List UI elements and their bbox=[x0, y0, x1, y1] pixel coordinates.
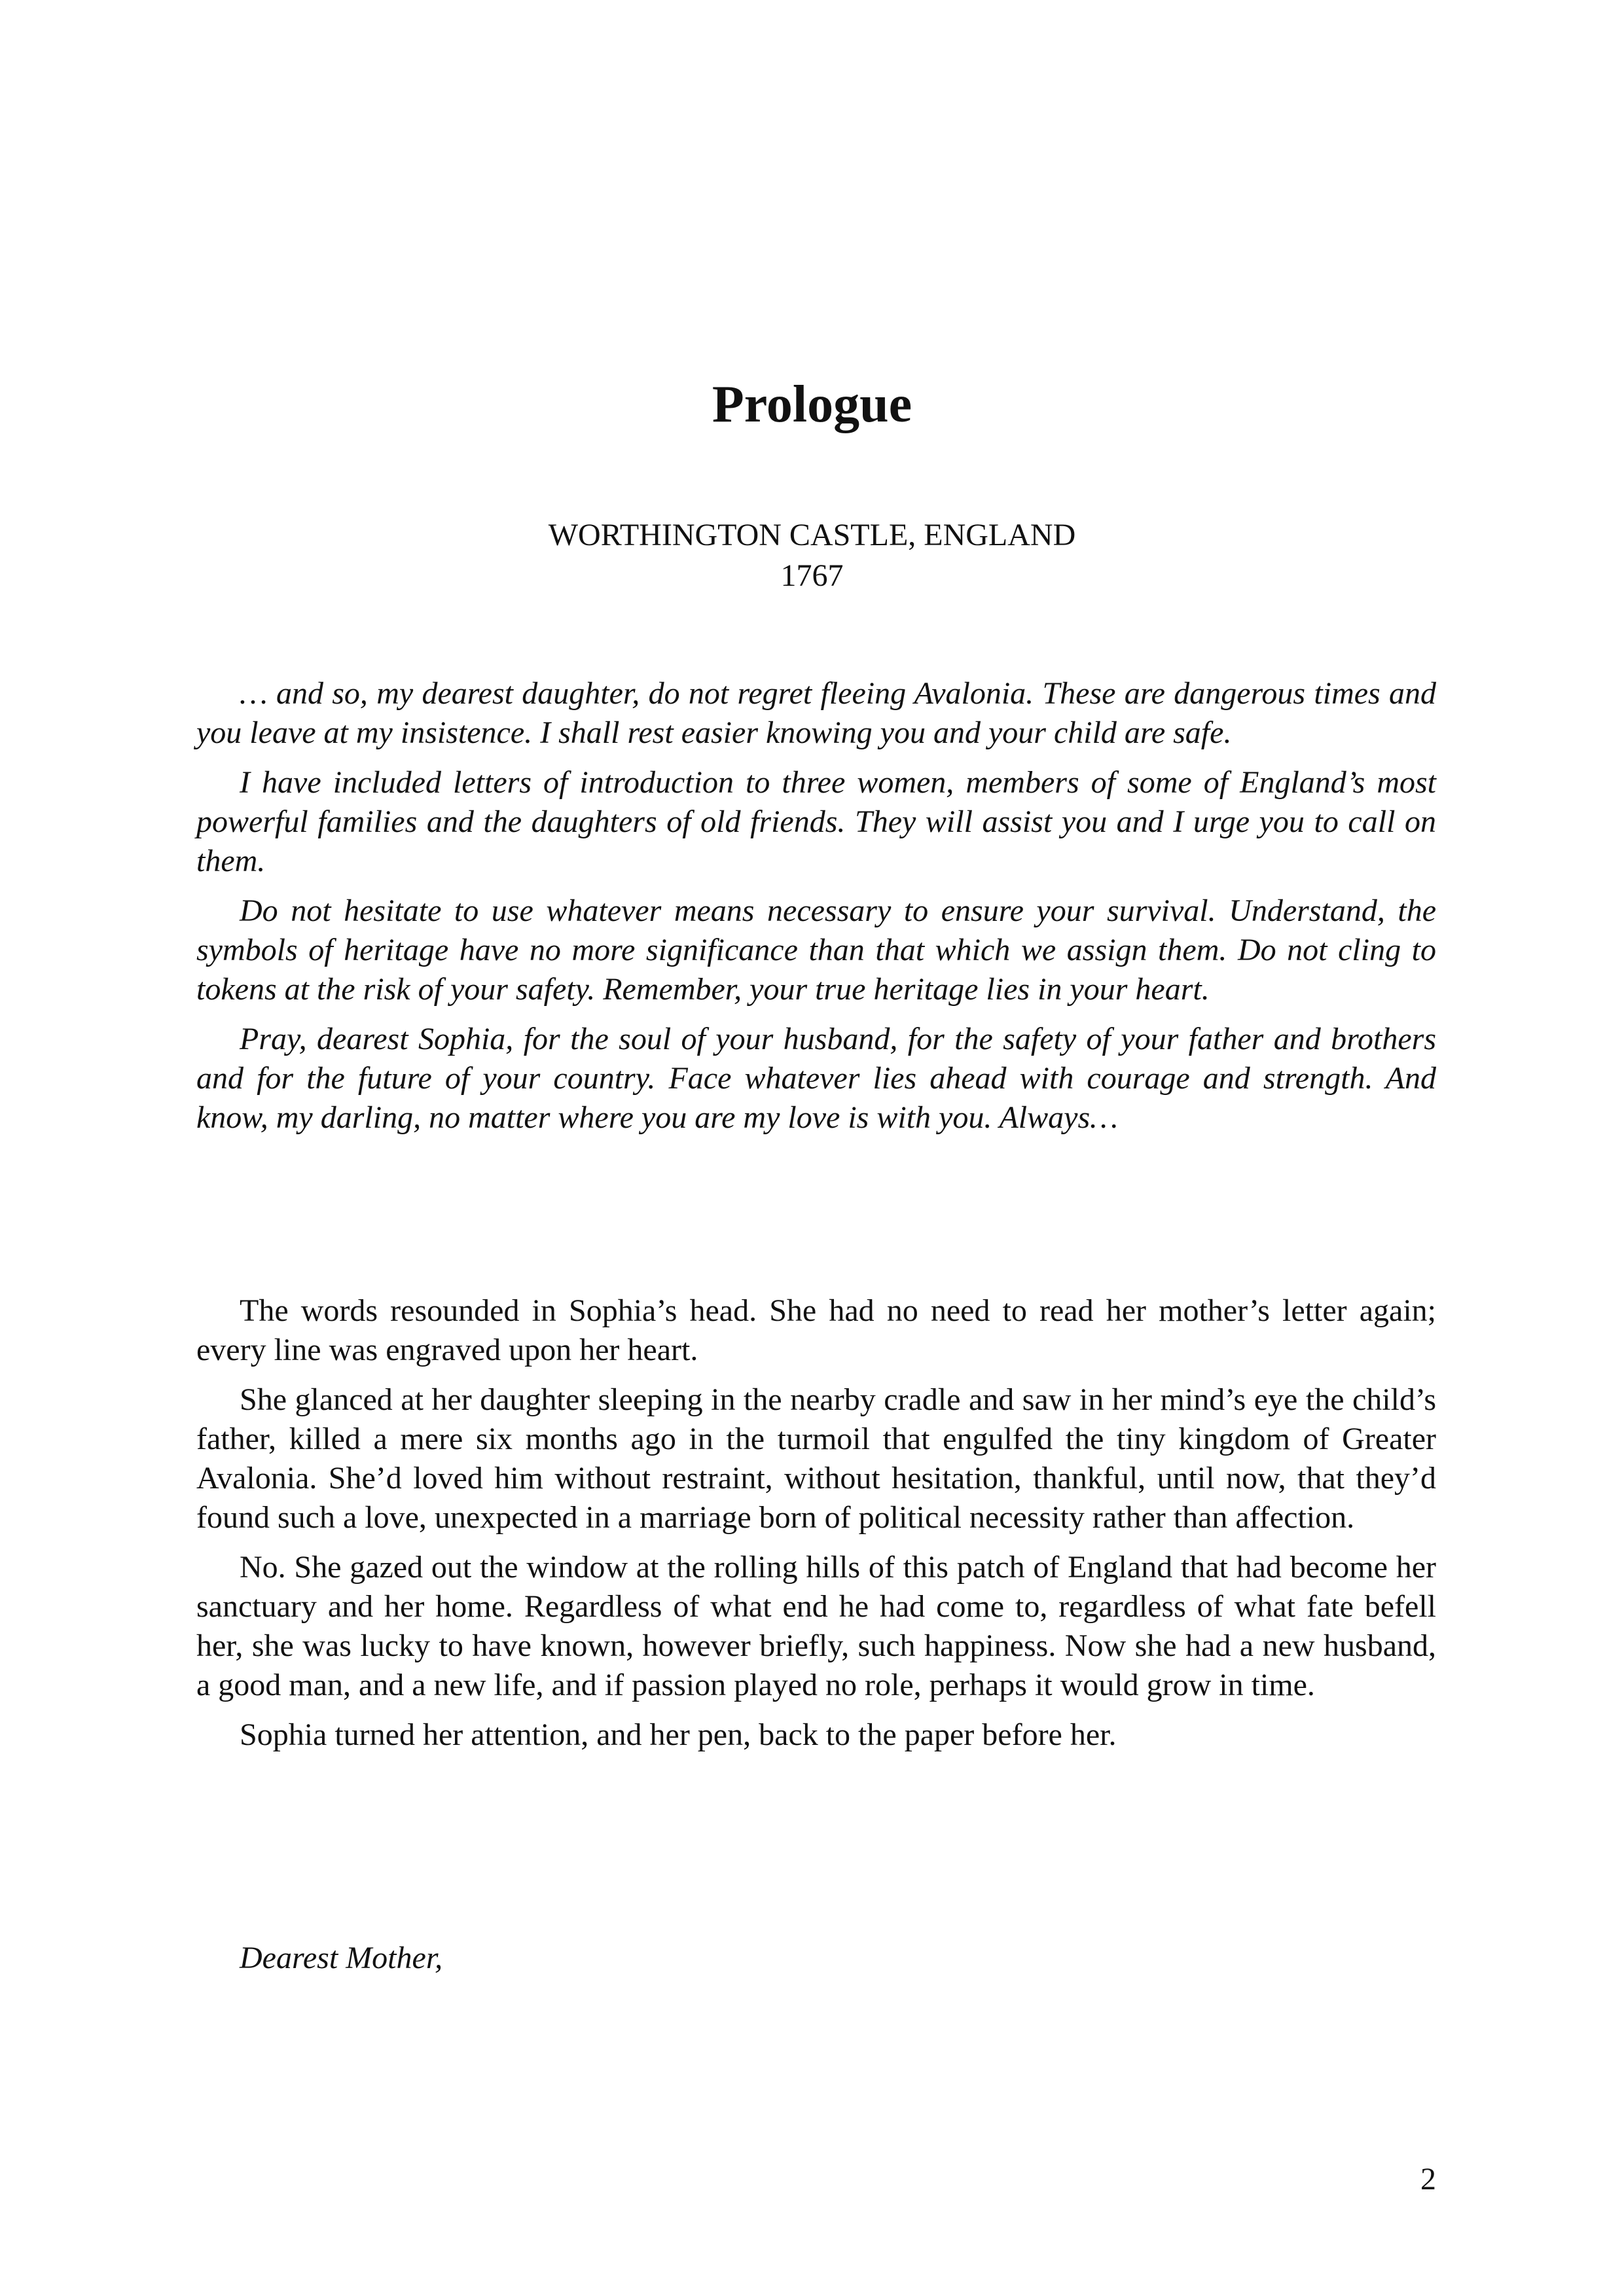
narrative-paragraph: Sophia turned her attention, and her pen, back to the paper before her. bbox=[240, 1717, 1117, 1752]
letter-salutation: Dearest Mother, bbox=[240, 1941, 443, 1975]
chapter-year: 1767 bbox=[780, 558, 844, 593]
page-number: 2 bbox=[1420, 2162, 1436, 2197]
narrative-text bbox=[196, 1291, 1436, 1765]
letter-paragraph: Pray, dearest Sophia, for the soul of your husband, for the safety of your father and brothers and for the future of your country. Face whatever lies ahead with courage and strength. And know, my darling, no matter where you are my love is with you. Always… bbox=[196, 1022, 1436, 1135]
letter-excerpt bbox=[196, 674, 1436, 1148]
letter-paragraph: … and so, my dearest daughter, do not regret fleeing Avalonia. These are dangerous times and you leave at my insistence. I shall rest easier knowing you and your child are safe. bbox=[196, 676, 1436, 750]
narrative-paragraph: She glanced at her daughter sleeping in the nearby cradle and saw in her mind’s eye the child’s father, killed a mere six months ago in the turmoil that engulfed the tiny kingdom of Greater Avalonia. She’d loved him without restraint, without hesitation, thankful, until now, that they’d found such a love, unexpected in a marriage born of political necessity rather than affection. bbox=[196, 1382, 1436, 1535]
chapter-location: WORTHINGTON CASTLE, ENGLAND bbox=[548, 518, 1076, 552]
letter-paragraph: I have included letters of introduction to three women, members of some of England’s most powerful families and the daughters of old friends. They will assist you and I urge you to call on them. bbox=[196, 765, 1436, 878]
narrative-paragraph: The words resounded in Sophia’s head. She had no need to read her mother’s letter again; every line was engraved upon her heart. bbox=[196, 1293, 1436, 1367]
letter-paragraph: Do not hesitate to use whatever means necessary to ensure your survival. Understand, the symbols of heritage have no more significance than that which we assign them. Do not cling to tokens at the risk of your safety. Remember, your true heritage lies in your heart. bbox=[196, 893, 1436, 1007]
chapter-title: Prologue bbox=[712, 376, 912, 433]
narrative-paragraph: No. She gazed out the window at the rolling hills of this patch of England that had become her sanctuary and her home. Regardless of what end he had come to, regardless of what fate befell her, she was lucky to have known, however briefly, such happiness. Now she had a new husband, a good man, and a new life, and if passion played no role, perhaps it would grow in time. bbox=[196, 1550, 1436, 1702]
